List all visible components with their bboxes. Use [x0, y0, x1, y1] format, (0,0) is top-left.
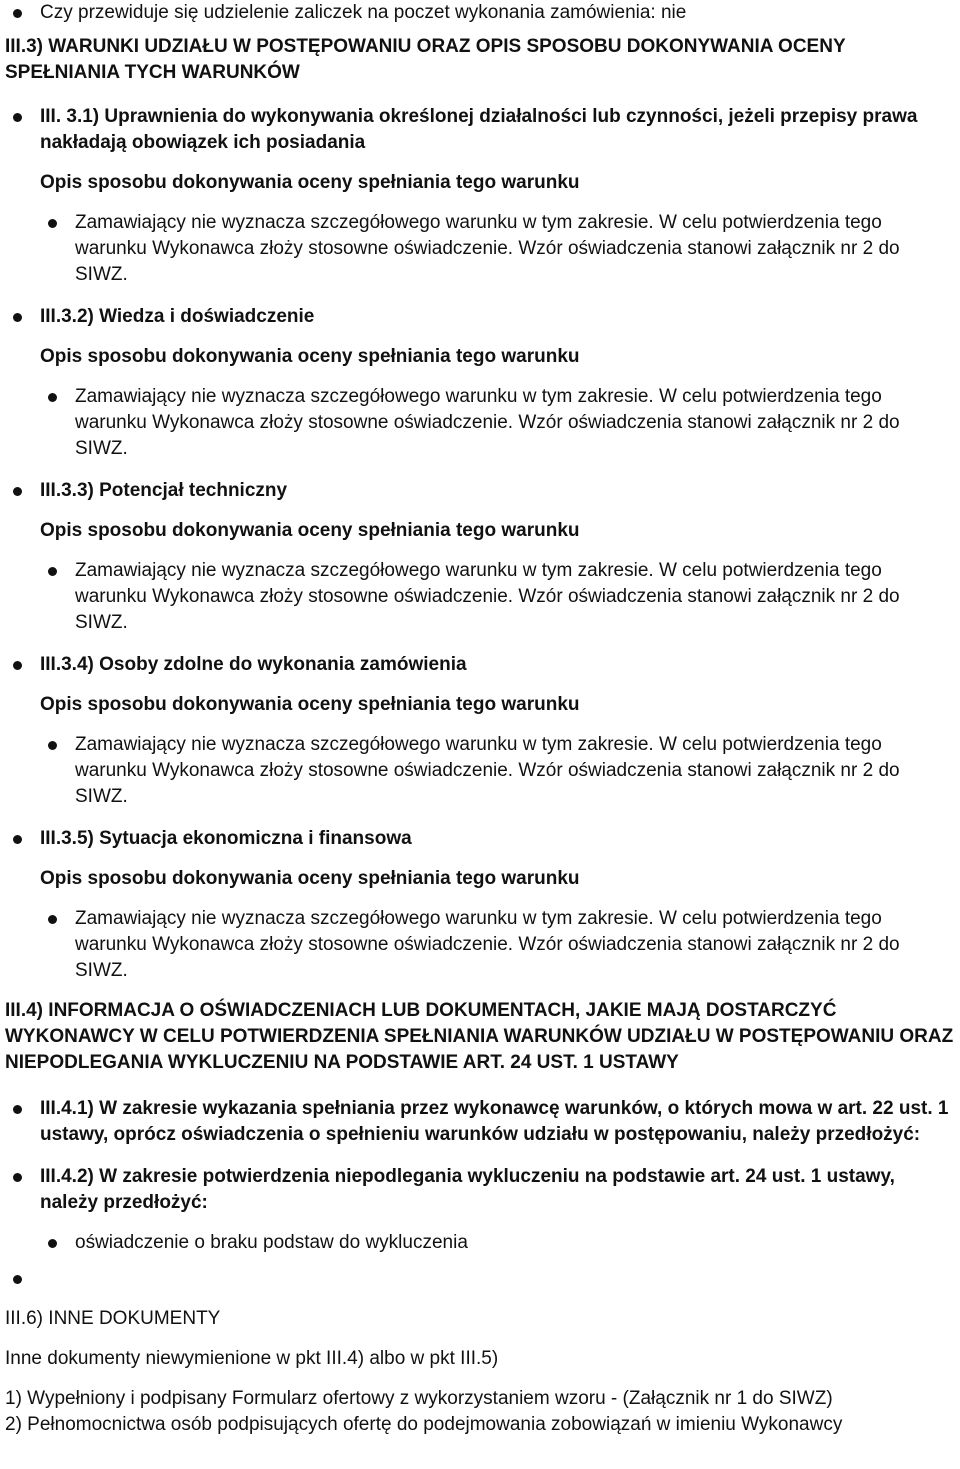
section-iii6-heading: III.6) INNE DOKUMENTY	[5, 1308, 221, 1329]
condition-3-5-title: III.3.5) Sytuacja ekonomiczna i finansowa	[5, 826, 955, 852]
condition-3-1-title: III. 3.1) Uprawnienia do wykonywania określonej działalności lub czynności, jeżeli przepisy prawa nakładają obowiązek ich posiadania	[5, 104, 955, 156]
empty-list-item	[5, 1266, 955, 1292]
section-iii4-heading: III.4) INFORMACJA O OŚWIADCZENIACH LUB DOKUMENTACH, JAKIE MAJĄ DOSTARCZYĆ WYKONAWCY W CELU POTWIERDZENIA SPEŁNIANIA WARUNKÓW UDZIAŁU W POSTĘPOWANIU ORAZ NIEPODLEGANIA WYKLUCZENIU NA PODSTAWIE ART. 24 UST. 1 USTAWY	[5, 1000, 954, 1073]
condition-3-5-description: Zamawiający nie wyznacza szczegółowego warunku w tym zakresie. W celu potwierdzenia tego warunku Wykonawca złoży stosowne oświadczenie. Wzór oświadczenia stanowi załącznik nr 2 do SIWZ.	[40, 906, 955, 984]
document-page	[5, 0, 955, 1438]
condition-3-4-title: III.3.4) Osoby zdolne do wykonania zamówienia	[5, 652, 955, 678]
section-iii6-doc-2: 2) Pełnomocnictwa osób podpisujących ofertę do podejmowania zobowiązań w imieniu Wykonawcy	[5, 1414, 843, 1435]
section-iii3-heading: III.3) WARUNKI UDZIAŁU W POSTĘPOWANIU ORAZ OPIS SPOSOBU DOKONYWANIA OCENY SPEŁNIANIA TYCH WARUNKÓW	[5, 36, 846, 83]
section-iii6-doc-1: 1) Wypełniony i podpisany Formularz ofertowy z wykorzystaniem wzoru - (Załącznik nr 1 do SIWZ)	[5, 1388, 833, 1409]
condition-3-5-assessment-label: Opis sposobu dokonywania oceny spełniania tego warunku	[40, 868, 580, 889]
condition-3-1-assessment-label: Opis sposobu dokonywania oceny spełniania tego warunku	[40, 172, 580, 193]
condition-3-2-title: III.3.2) Wiedza i doświadczenie	[5, 304, 955, 330]
advances-answer: nie	[660, 2, 687, 23]
section-iii4-item2: III.4.2) W zakresie potwierdzenia niepodlegania wykluczeniu na podstawie art. 24 ust. 1 ustawy, należy przedłożyć:	[5, 1164, 955, 1216]
advances-item	[5, 0, 955, 26]
condition-3-2-assessment-label: Opis sposobu dokonywania oceny spełniania tego warunku	[40, 346, 580, 367]
condition-3-3-description: Zamawiający nie wyznacza szczegółowego warunku w tym zakresie. W celu potwierdzenia tego warunku Wykonawca złoży stosowne oświadczenie. Wzór oświadczenia stanowi załącznik nr 2 do SIWZ.	[40, 558, 955, 636]
condition-3-3-title: III.3.3) Potencjał techniczny	[5, 478, 955, 504]
condition-3-2-description: Zamawiający nie wyznacza szczegółowego warunku w tym zakresie. W celu potwierdzenia tego warunku Wykonawca złoży stosowne oświadczenie. Wzór oświadczenia stanowi załącznik nr 2 do SIWZ.	[40, 384, 955, 462]
condition-3-4-description: Zamawiający nie wyznacza szczegółowego warunku w tym zakresie. W celu potwierdzenia tego warunku Wykonawca złoży stosowne oświadczenie. Wzór oświadczenia stanowi załącznik nr 2 do SIWZ.	[40, 732, 955, 810]
section-iii4-item1: III.4.1) W zakresie wykazania spełniania przez wykonawcę warunków, o których mowa w art. 22 ust. 1 ustawy, oprócz oświadczenia o spełnieniu warunków udziału w postępowaniu, należy przedłożyć:	[5, 1096, 955, 1148]
condition-3-1-description: Zamawiający nie wyznacza szczegółowego warunku w tym zakresie. W celu potwierdzenia tego warunku Wykonawca złoży stosowne oświadczenie. Wzór oświadczenia stanowi załącznik nr 2 do SIWZ.	[40, 210, 955, 288]
section-iii6-intro: Inne dokumenty niewymienione w pkt III.4) albo w pkt III.5)	[5, 1348, 499, 1369]
section-iii4-item2-doc: oświadczenie o braku podstaw do wykluczenia	[40, 1230, 955, 1256]
condition-3-3-assessment-label: Opis sposobu dokonywania oceny spełniania tego warunku	[40, 520, 580, 541]
advances-question: Czy przewiduje się udzielenie zaliczek na poczet wykonania zamówienia:	[40, 2, 656, 23]
condition-3-4-assessment-label: Opis sposobu dokonywania oceny spełniania tego warunku	[40, 694, 580, 715]
